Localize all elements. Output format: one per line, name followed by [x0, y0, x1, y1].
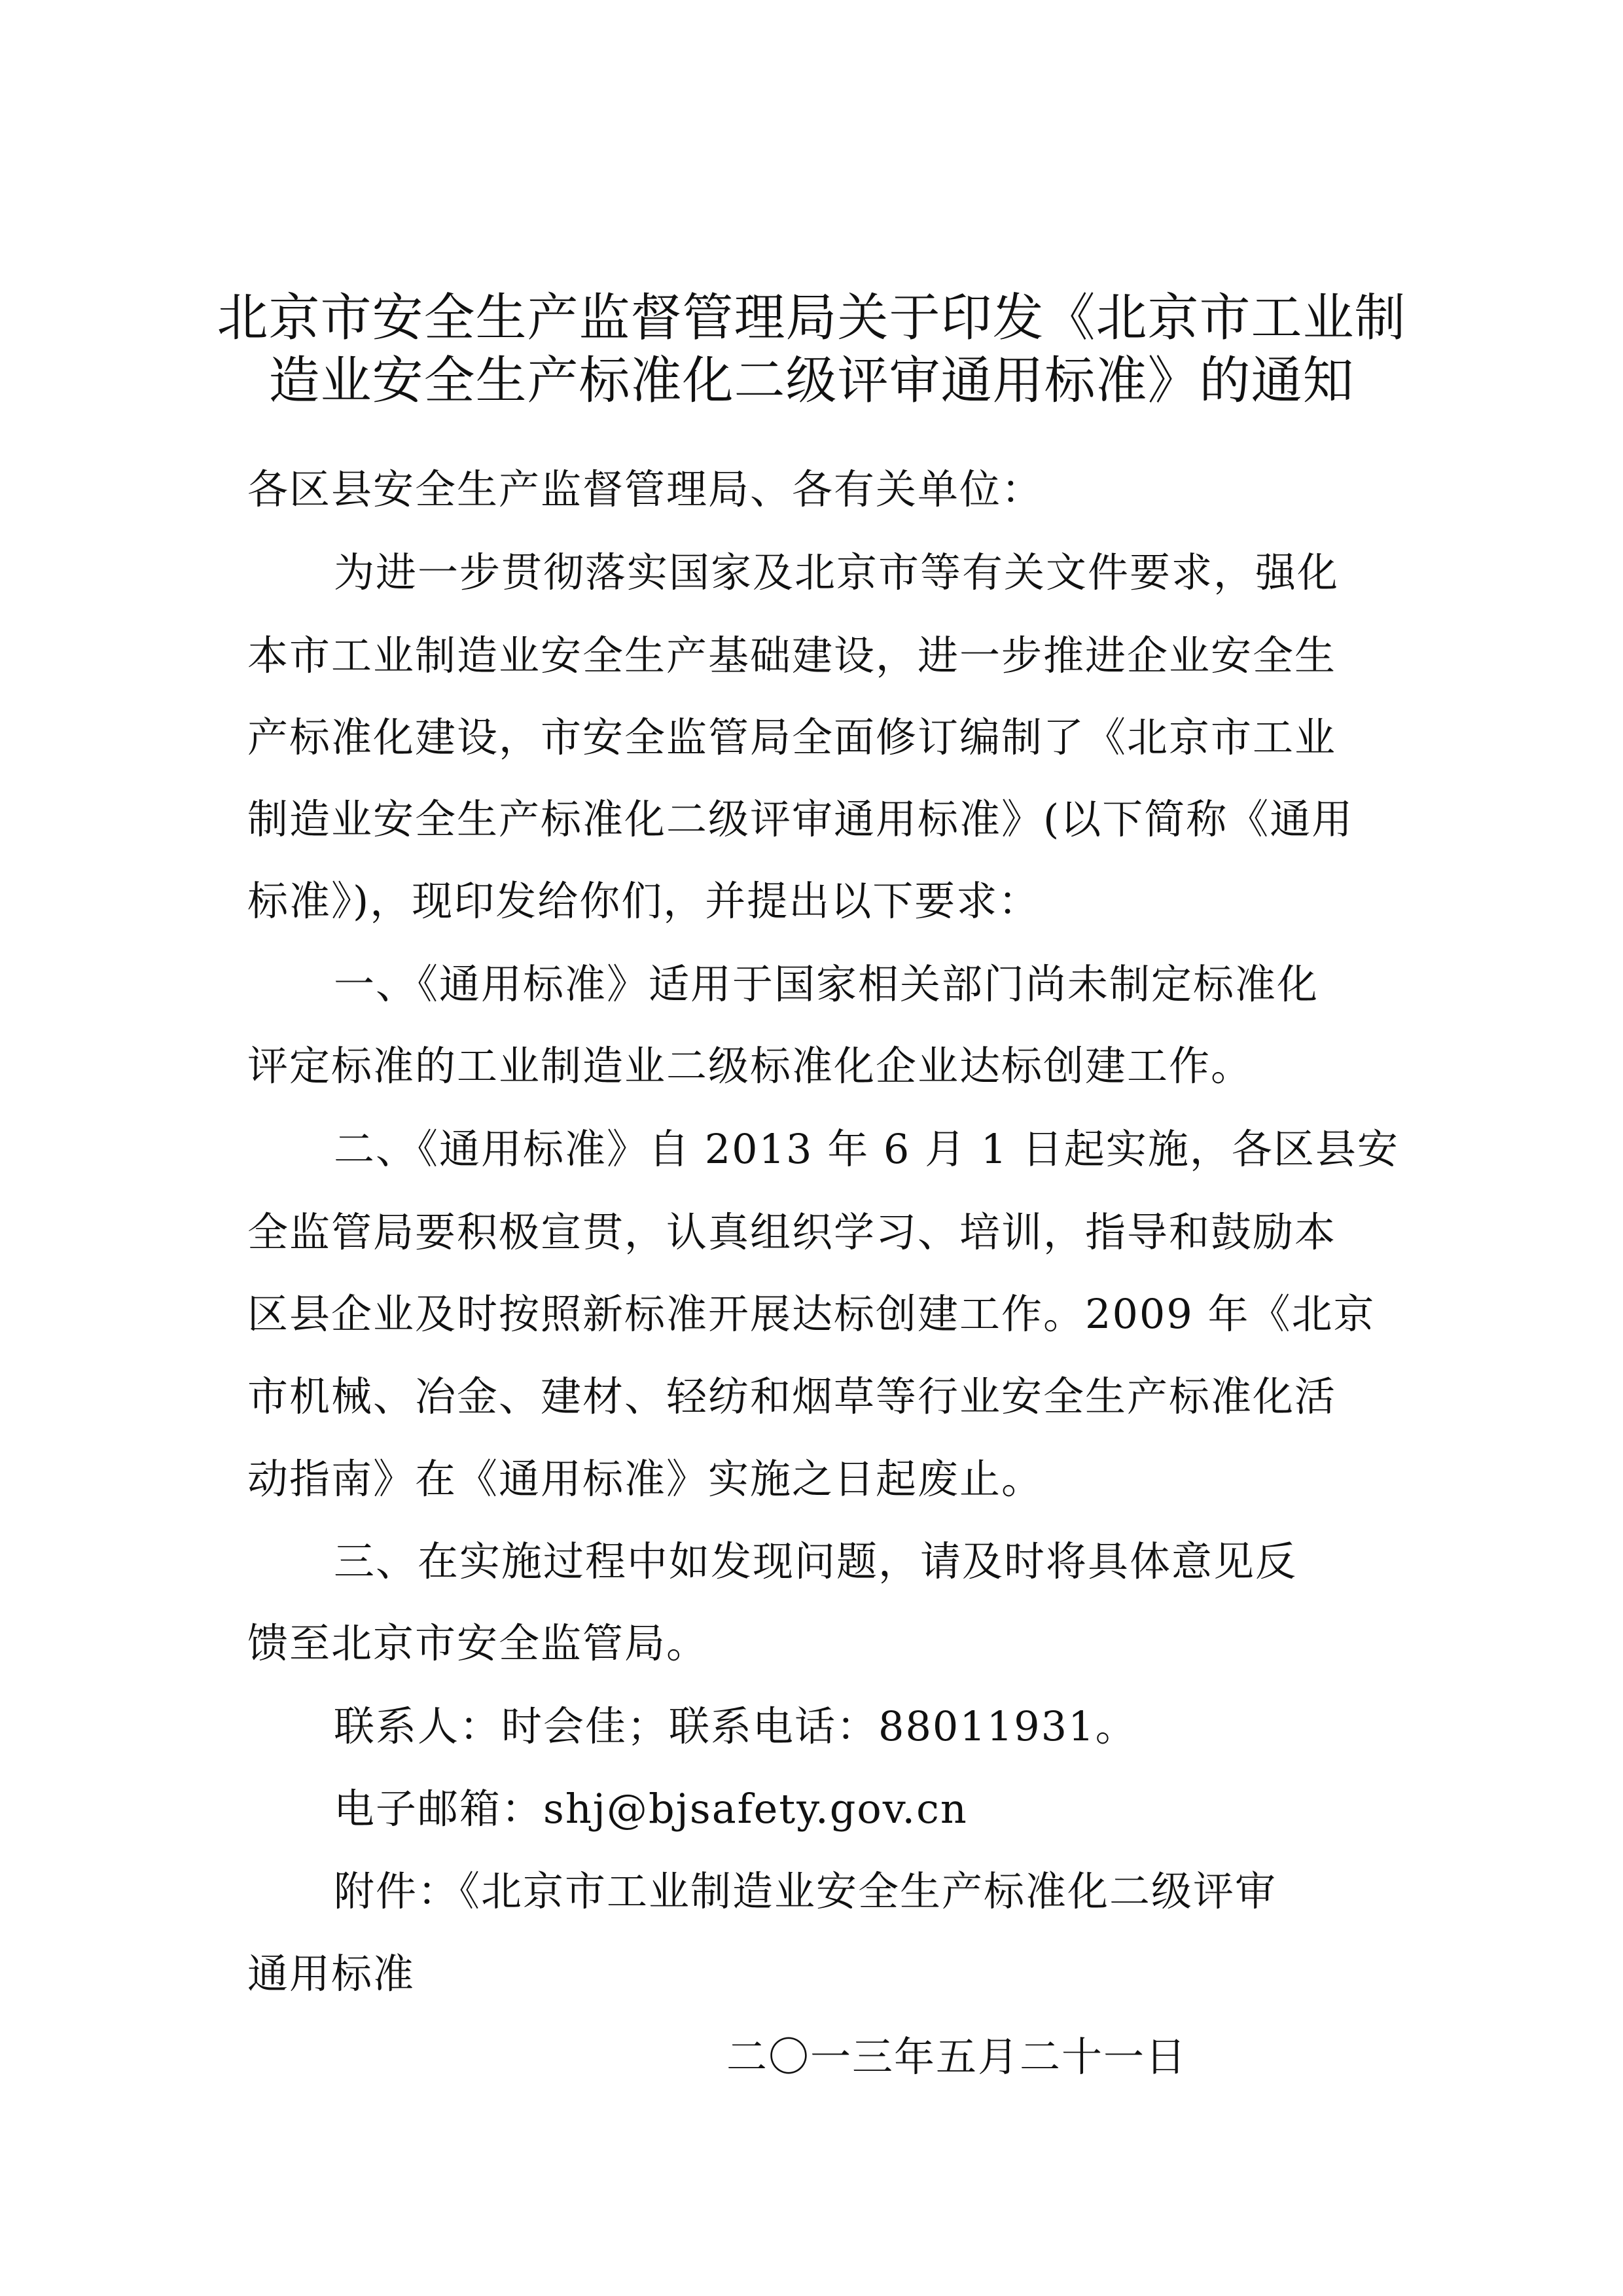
document-title-line-2: 造业安全生产标准化二级评审通用标准》的通知 — [268, 351, 1355, 410]
document-title-line-1: 北京市安全生产监督管理局关于印发《北京市工业制 — [217, 289, 1406, 348]
document-date: 二〇一三年五月二十一日 — [726, 2033, 1188, 2081]
paragraph-1-line-4: 制造业安全生产标准化二级评审通用标准》(以下简称《通用 — [247, 795, 1354, 843]
item-1-line-1: 一、《通用标准》适用于国家相关部门尚未制定标准化 — [334, 960, 1319, 1008]
paragraph-1-line-1: 为进一步贯彻落实国家及北京市等有关文件要求，强化 — [334, 548, 1340, 596]
item-1-line-2: 评定标准的工业制造业二级标准化企业达标创建工作。 — [247, 1042, 1253, 1090]
item-2-line-1: 二、《通用标准》自 2013 年 6 月 1 日起实施，各区县安 — [334, 1125, 1399, 1173]
item-2-line-2: 全监管局要积极宣贯，认真组织学习、培训，指导和鼓励本 — [247, 1208, 1337, 1256]
email-line: 电子邮箱：shj@bjsafety.gov.cn — [334, 1785, 968, 1833]
contact-line: 联系人：时会佳；联系电话：88011931。 — [334, 1702, 1137, 1750]
item-2-line-5: 动指南》在《通用标准》实施之日起废止。 — [247, 1455, 1044, 1503]
attachment-line-1: 附件：《北京市工业制造业安全生产标准化二级评审 — [334, 1867, 1277, 1915]
paragraph-1-line-2: 本市工业制造业安全生产基础建设，进一步推进企业安全生 — [247, 632, 1337, 679]
paragraph-1-line-3: 产标准化建设，市安全监管局全面修订编制了《北京市工业 — [247, 713, 1337, 761]
paragraph-1-line-5: 标准》)，现印发给你们，并提出以下要求： — [247, 877, 1041, 925]
salutation: 各区县安全生产监督管理局、各有关单位： — [247, 465, 1044, 513]
item-3-line-2: 馈至北京市安全监管局。 — [247, 1619, 709, 1667]
item-3-line-1: 三、在实施过程中如发现问题，请及时将具体意见反 — [334, 1537, 1298, 1585]
item-2-line-4: 市机械、冶金、建材、轻纺和烟草等行业安全生产标准化活 — [247, 1372, 1337, 1420]
item-2-line-3: 区县企业及时按照新标准开展达标创建工作。2009 年《北京 — [247, 1290, 1376, 1338]
attachment-line-2: 通用标准 — [247, 1950, 416, 1998]
